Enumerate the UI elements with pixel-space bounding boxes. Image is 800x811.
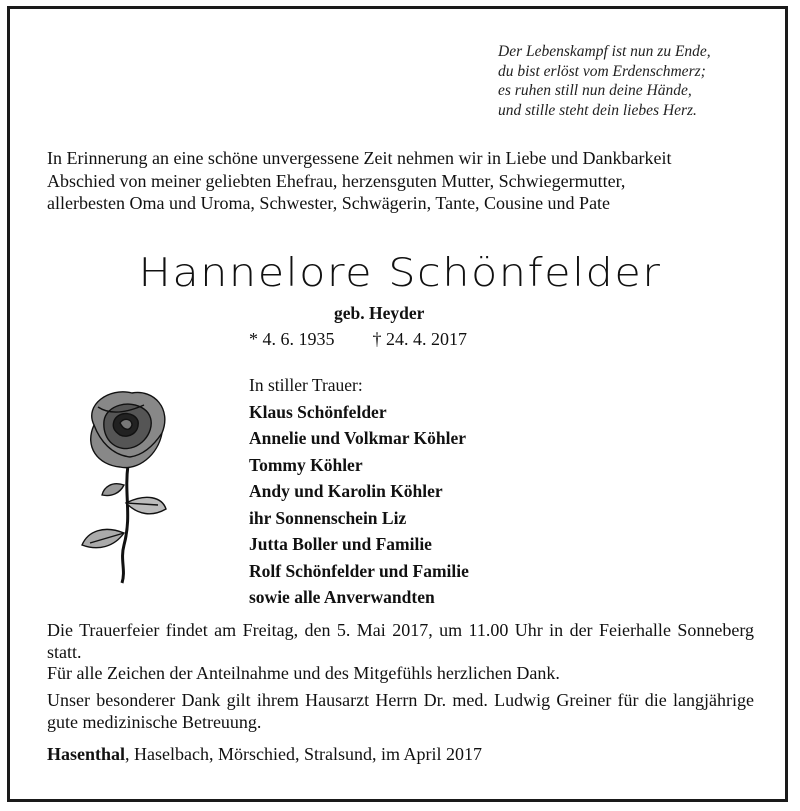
rose-icon xyxy=(54,385,174,585)
place-and-date xyxy=(47,744,482,765)
mourner-name: Klaus Schönfelder xyxy=(249,401,387,422)
doctor-thanks: Unser besonderer Dank gilt ihrem Hausarzt Herrn Dr. med. Ludwig Greiner für die langjährige gute medizinische Betreuung. xyxy=(47,690,754,732)
deceased-name: Hannelore Schönfelder xyxy=(138,250,662,296)
poem xyxy=(498,42,711,120)
place-main: Hasenthal xyxy=(47,744,126,764)
mourner-name: Andy und Karolin Köhler xyxy=(249,481,443,501)
mourner-name: sowie alle Anverwandten xyxy=(249,587,435,607)
poem-line: du bist erlöst vom Erdenschmerz; xyxy=(498,62,706,80)
mourner-name: Rolf Schönfelder und Familie xyxy=(249,560,469,581)
maiden-name: geb. Heyder xyxy=(334,303,425,323)
poem-line: und stille steht dein liebes Herz. xyxy=(498,101,697,119)
birth-date: * 4. 6. 1935 xyxy=(249,329,335,349)
intro-text xyxy=(47,147,767,215)
poem-line: es ruhen still nun deine Hände, xyxy=(498,82,692,99)
mourners-list xyxy=(249,372,469,611)
intro-line: allerbesten Oma und Uroma, Schwester, Schwägerin, Tante, Cousine und Pate xyxy=(47,193,611,213)
intro-line: Abschied von meiner geliebten Ehefrau, herzensguten Mutter, Schwiegermutter, xyxy=(47,170,626,191)
intro-line: In Erinnerung an eine schöne unvergessene Zeit nehmen wir in Liebe und Dankbarkeit xyxy=(47,148,672,168)
funeral-info: Die Trauerfeier findet am Freitag, den 5. Mai 2017, um 11.00 Uhr in der Feierhalle Sonneberg statt. xyxy=(47,620,754,662)
death-date: † 24. 4. 2017 xyxy=(372,329,467,349)
mourner-name: Jutta Boller und Familie xyxy=(249,534,432,554)
mourner-name: Tommy Köhler xyxy=(249,454,363,475)
poem-line: Der Lebenskampf ist nun zu Ende, xyxy=(498,43,711,60)
mourner-name: ihr Sonnenschein Liz xyxy=(249,507,407,528)
mourner-name: Annelie und Volkmar Köhler xyxy=(249,428,467,448)
mourners-header: In stiller Trauer: xyxy=(249,375,363,395)
life-dates xyxy=(249,329,467,350)
place-rest: , Haselbach, Mörschied, Stralsund, im April 2017 xyxy=(125,744,482,764)
thanks-text: Für alle Zeichen der Anteilnahme und des Mitgefühls herzlichen Dank. xyxy=(47,663,560,683)
